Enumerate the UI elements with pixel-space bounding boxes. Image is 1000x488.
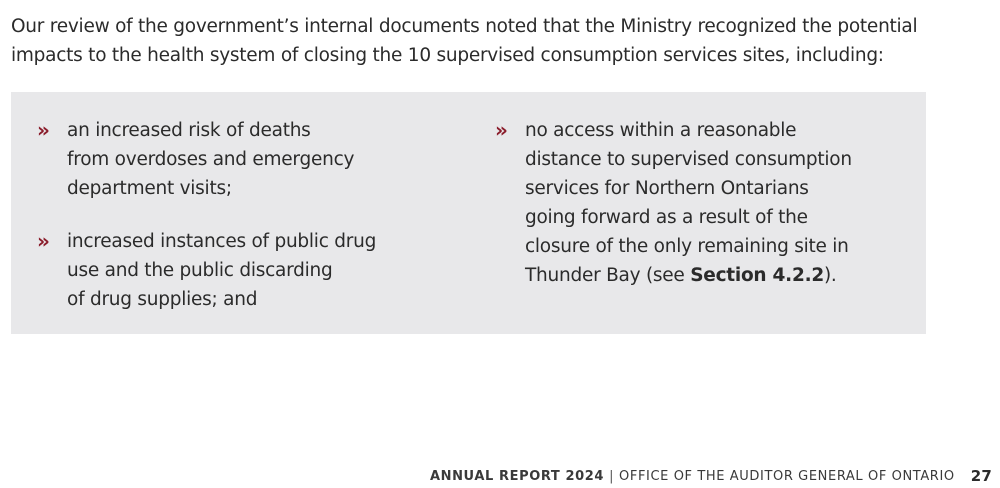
bullet-line: closure of the only remaining site in (525, 236, 849, 257)
bullet-text: Thunder Bay (see (525, 265, 691, 286)
chevron-double-right-icon: » (495, 118, 508, 142)
chevron-double-right-icon: » (37, 118, 50, 142)
section-reference: Section 4.2.2 (690, 265, 824, 286)
bullet-line: from overdoses and emergency (67, 149, 355, 170)
bullet-line: going forward as a result of the (525, 207, 808, 228)
bullet-line: use and the public discarding (67, 260, 333, 281)
chevron-double-right-icon: » (37, 229, 50, 253)
bullet-line: department visits; (67, 178, 232, 199)
intro-line-2: impacts to the health system of closing the 10 supervised consumption services sites, including: (11, 45, 884, 66)
callout-box (11, 92, 926, 334)
footer-office-name: OFFICE OF THE AUDITOR GENERAL OF ONTARIO (619, 468, 955, 484)
bullet-line: of drug supplies; and (67, 289, 258, 310)
bullet-text: ). (823, 265, 837, 286)
callout-right-column (495, 116, 915, 290)
bullet-line: increased instances of public drug (67, 231, 377, 252)
bullet-item-deaths (37, 116, 437, 203)
bullet-line: no access within a reasonable (525, 120, 797, 141)
intro-line-1: Our review of the government’s internal documents noted that the Ministry recognized the potential (11, 16, 918, 37)
bullet-line: services for Northern Ontarians (525, 178, 809, 199)
footer-report-title: ANNUAL REPORT 2024 (429, 468, 605, 484)
bullet-line-last (525, 261, 915, 290)
footer-separator: | (609, 468, 615, 484)
page-footer (430, 466, 992, 486)
bullet-line: an increased risk of deaths (67, 120, 311, 141)
bullet-item-northern-access (495, 116, 915, 290)
bullet-line: distance to supervised consumption (525, 149, 852, 170)
intro-paragraph (11, 12, 971, 70)
callout-left-column (37, 116, 437, 314)
bullet-item-public-drug-use (37, 227, 437, 314)
page-number: 27 (970, 467, 992, 485)
